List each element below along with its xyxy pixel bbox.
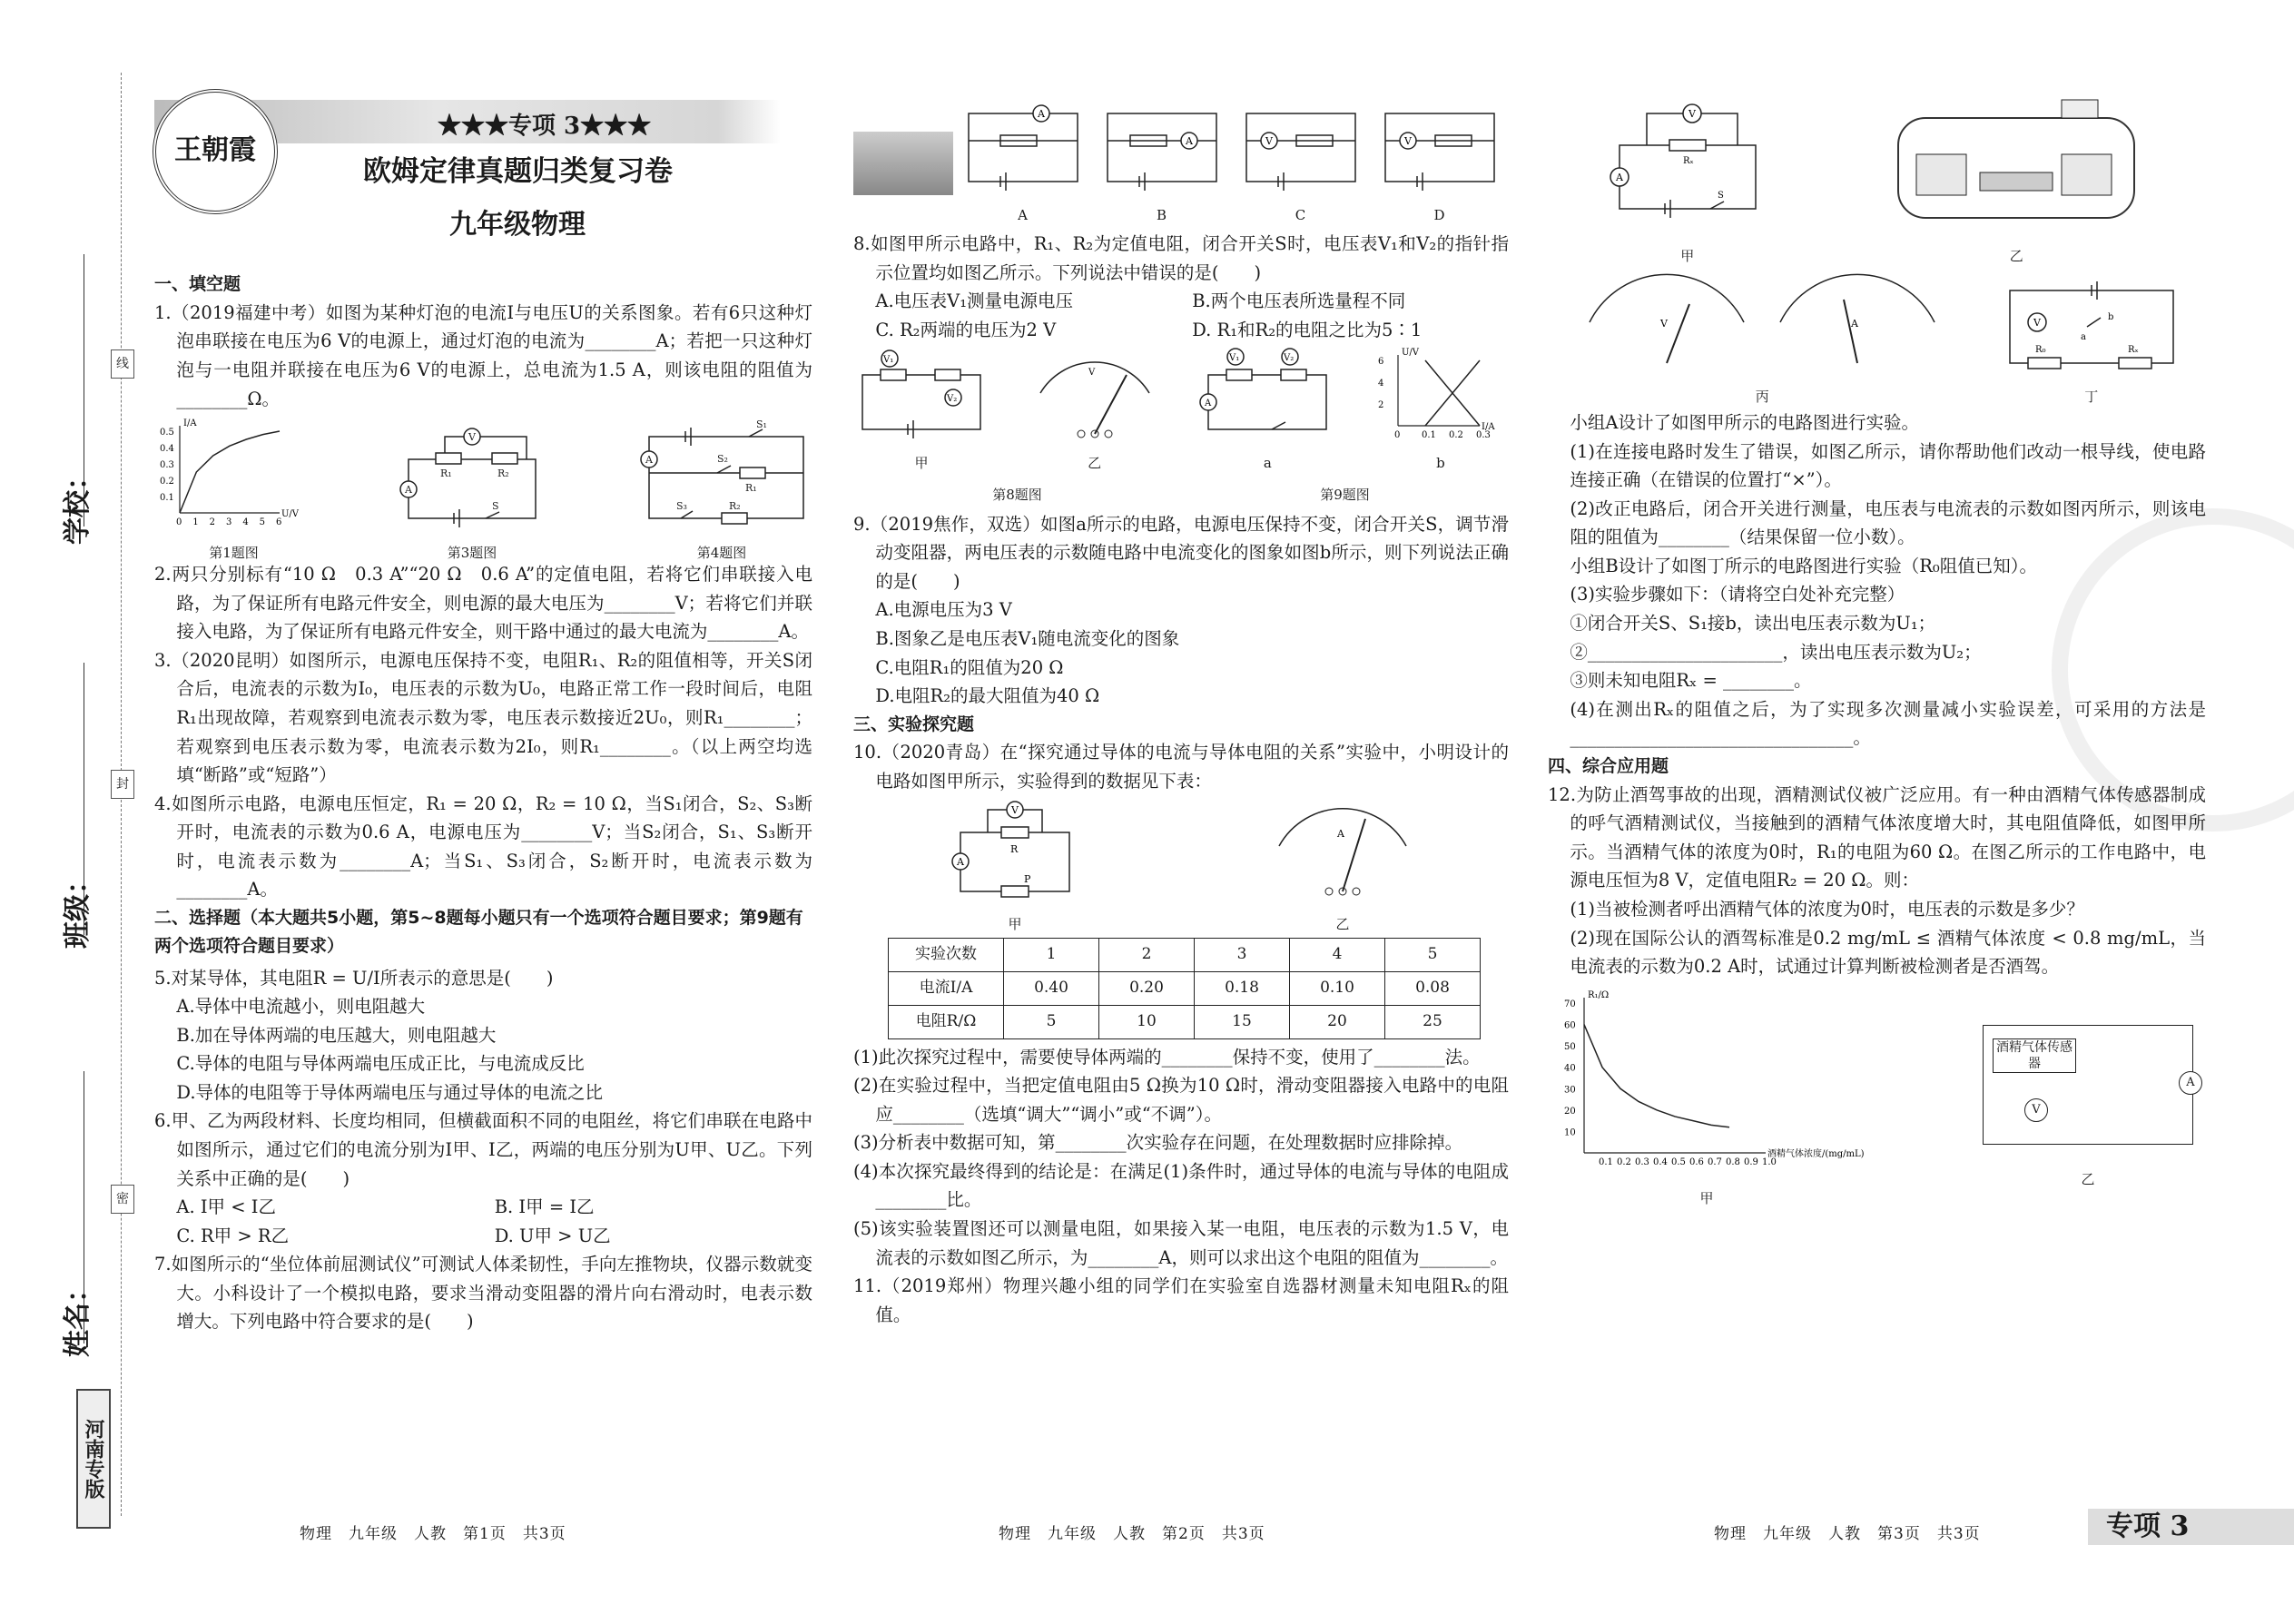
question-7: 7.如图所示的“坐位体前屈测试仪”可测试人体柔韧性，手向左推物块，仪器示数就变大。小科设计了一个模拟电路，要求当滑动变阻器的滑片向右滑动时，电表示数增大。下列电路中符合要求的是( ) [154,1254,812,1333]
figure-9-b-label: b [1436,454,1445,471]
y-tick-label: 2 [1377,400,1384,411]
figure-10-yi [1265,796,1420,932]
caption-4: 第4题图 [696,544,747,561]
ammeter-dial-10 [1265,796,1420,905]
x-tick-label: 3 [226,517,232,528]
svg-text:V: V [1088,368,1095,379]
table-row [889,938,1481,971]
figure-8-yi [1027,348,1163,484]
question-11: 11.（2019郑州）物理兴趣小组的同学们在实验室自选器材测量未知电阻Rₓ的阻值。 [853,1275,1509,1325]
voltmeter-dial-8 [1027,348,1163,443]
q7-figures [853,95,1509,222]
q5-option-a: A.导体中电流越小，则电阻越大 [176,996,426,1018]
table-cell: 0.40 [1004,971,1099,1005]
q12-figures [1548,989,2206,1210]
svg-text:V₂: V₂ [947,394,958,405]
column-1 [154,0,812,1624]
x-tick-label: 5 [259,517,266,528]
section-tag [2088,1509,2294,1545]
svg-text:R₂: R₂ [729,500,741,513]
sensor-label: 酒精气体传感器 [1993,1038,2076,1073]
table-cell: 0.10 [1290,971,1385,1005]
svg-text:Rₓ: Rₓ [1682,156,1694,166]
question-9: 9.（2019焦作，双选）如图a所示的电路，电源电压保持不变，闭合开关S，调节滑动变阻器，两电压表的示数随电路中电流变化的图象如图b所示，则下列说法正确的是( ) [853,513,1509,592]
caption-1: 第1题图 [209,544,259,561]
question-6: 6.甲、乙为两段材料、长度均相同，但横截面积不同的电阻丝，将它们串联在电路中如图所示，通过它们的电流分别为I甲、I乙，两端的电压分别为U甲、U乙。下列关系中正确的是( ) [154,1110,812,1189]
figure-1 [154,418,313,561]
svg-text:R₁: R₁ [745,482,757,495]
option-circuit-a [964,95,1082,226]
q8-q9-figures [853,348,1509,484]
figure-11-yi-label: 乙 [2009,247,2023,264]
svg-text:S: S [492,500,499,513]
table-row [889,971,1481,1005]
option-c-label: C [1295,206,1306,223]
x-tick-label: 0.2 [1617,1156,1631,1167]
y-tick-label: 30 [1564,1085,1576,1096]
edition-badge: 河南专版 [76,1389,111,1529]
q8-options-cd [853,316,1509,345]
svg-text:S₂: S₂ [717,453,728,466]
school-label: 学校： [62,463,94,545]
q12-part-1: (1)当被检测者呼出酒精气体的浓度为0时，电压表的示数是多少？ [1570,899,2084,920]
q11-part-4: (4)在测出Rₓ的阻值之后，为了实现多次测量减小实验误差，可采用的方法是________________________________。 [1570,698,2206,749]
figure-9-b [1373,348,1509,484]
figure-11-ding-label: 丁 [2084,388,2099,405]
uv-graph-9 [1373,348,1509,443]
q10-part-2: (2)在实验过程中，当把定值电阻由5 Ω换为10 Ω时，滑动变阻器接入电路中的电阻应________（选填“调大”“调小”或“不调”）。 [853,1075,1509,1125]
circuit-11-ding [2001,272,2182,377]
sensor-circuit [1983,1025,2193,1145]
q5-option-c: C.导体的电阻与导体两端电压成正比，与电流成反比 [176,1053,585,1075]
q10-figures [853,796,1509,932]
circuit-d [1381,95,1499,195]
x-tick-label: 0.2 [1448,430,1463,441]
q8-option-a: A.电压表V₁测量电源电压 [875,290,1074,312]
option-circuit-d [1381,95,1499,226]
svg-text:V: V [468,431,476,444]
y-tick-label: 0.1 [160,493,174,504]
q8-option-d: D. R₁和R₂的电阻之比为5∶1 [1192,319,1423,340]
svg-text:V: V [1403,135,1412,147]
x-tick-label: 0.8 [1726,1156,1740,1167]
question-1: 1.（2019福建中考）如图为某种灯泡的电流I与电压U的关系图象。若有6只这种灯泡串联接在电压为6 V的电源上，通过灯泡的电流为________A；若把一只这种灯泡与一电阻并联接在电压为6 V的电源上，总电流为1.5 A，则该电阻的阻值为________Ω。 [154,301,812,409]
y-axis-label: R₁/Ω [1588,989,1610,1000]
question-8: 8.如图甲所示电路中，R₁、R₂为定值电阻，闭合开关S时，电压表V₁和V₂的指针指示位置均如图乙所示。下列说法中错误的是( ) [853,233,1509,283]
x-tick-label: 0.6 [1689,1156,1704,1167]
question-4: 4.如图所示电路，电源电压恒定，R₁ = 20 Ω，R₂ = 10 Ω，当S₁闭合，S₂、S₃断开时，电流表的示数为0.6 A，电源电压为________V；当S₂闭合，S₁、S₃断开时，电流表示数为________A；当S₁、S₃闭合，S₂断开时，电流表示数为________A。 [154,792,812,901]
series-label: ★★★专项 3★★★ [438,113,652,140]
x-tick-label: 0.1 [1599,1156,1613,1167]
figure-3 [390,418,554,561]
svg-text:R₂: R₂ [497,468,509,480]
table-cell: 电流I/A [889,971,1004,1005]
q6-option-d: D. U甲 > U乙 [494,1225,611,1246]
figure-12-jia-label: 甲 [1699,1190,1714,1207]
q6-option-b: B. I甲 = I乙 [494,1196,595,1218]
column-3 [1548,0,2206,1624]
q9-option-a: A.电源电压为3 V [875,599,1012,621]
question-12: 12.为防止酒驾事故的出现，酒精测试仪被广泛应用。有一种由酒精气体传感器制成的呼气酒精测试仪，当接触到的酒精气体浓度增大时，其电阻值降低，如图甲所示。当酒精气体的浓度为0时，R₁的电阻为60 Ω。在图乙所示的工作电路中，电源电压恒为8 V，定值电阻R₂ = 20 Ω。则： [1548,783,2206,891]
figure-8-jia [853,348,989,484]
figure-10-jia [942,796,1088,932]
section-experiment: 三、实验探究题 [853,714,975,734]
y-tick-label: 0.4 [160,444,174,455]
q9-option-b: B.图象乙是电压表V₁随电流变化的图象 [875,627,1180,649]
table-cell: 电阻R/Ω [889,1005,1004,1038]
svg-text:V: V [1660,318,1669,330]
y-tick-label: 40 [1564,1063,1576,1074]
table-cell: 2 [1099,938,1195,971]
table-cell: 3 [1195,938,1290,971]
y-tick-label: 0.3 [160,460,174,471]
table-row [889,1005,1481,1038]
x-tick-label: 0.3 [1475,430,1491,441]
svg-text:V₁: V₁ [883,355,894,366]
q10-part-3: (3)分析表中数据可知，第________次实验存在问题，在处理数据时应排除掉。 [853,1132,1463,1154]
question-10: 10.（2020青岛）在“探究通过导体的电流与导体电阻的关系”实验中，小明设计的电路如图甲所示，实验得到的数据见下表： [853,742,1509,792]
q11-figures-bottom [1548,272,2206,408]
figure-12-yi [1970,1025,2206,1210]
svg-text:Rₓ: Rₓ [2127,345,2139,355]
svg-text:V₁: V₁ [1229,353,1240,364]
q8-option-c: C. R₂两端的电压为2 V [875,319,1057,340]
y-axis-label: U/V [1401,348,1419,359]
table-cell: 10 [1099,1005,1195,1038]
circuit-11-jia [1601,91,1774,236]
option-circuit-c [1242,95,1360,226]
q11-text-2: 小组B设计了如图丁所示的电路图进行实验（R₀阻值已知）。 [1570,555,2037,576]
figure-11-jia-label: 甲 [1680,247,1695,264]
footer-page-3: 物理 九年级 人教 第3页 共3页 [1714,1525,1981,1543]
q9-option-c: C.电阻R₁的阻值为20 Ω [875,656,1064,678]
svg-text:V: V [1011,803,1019,816]
y-tick-label: 60 [1564,1020,1576,1031]
svg-text:V: V [2033,317,2041,329]
q5-option-b: B.加在导体两端的电压越大，则电阻越大 [176,1024,497,1046]
figure-8-yi-label: 乙 [1088,454,1102,471]
figure-11-bing [1571,272,1953,408]
q8-option-b: B.两个电压表所选量程不同 [1192,290,1406,312]
circuit-3 [390,418,554,533]
q10-part-1: (1)此次探究过程中，需要使导体两端的________保持不变，使用了________法。 [853,1046,1481,1068]
x-tick-label: 6 [276,517,282,528]
table-cell: 0.08 [1385,971,1481,1005]
svg-text:A: A [957,855,964,868]
question-3: 3.（2020昆明）如图所示，电源电压保持不变，电阻R₁、R₂的阻值相等，开关S闭合后，电流表的示数为I₀，电压表的示数为U₀，电路正常工作一段时间后，电阻R₁出现故障，若观察到电流表示数为零，电压表示数接近2U₀，则R₁________；若观察到电压表示数为零，电流表示数为2I₀，则R₁________。（以上两空均选填“断路”或“短路”） [154,649,812,786]
x-tick-label: 0 [176,517,182,528]
q11-figures-top [1548,91,2206,281]
circuit-9 [1199,348,1335,443]
q11-step-1: ①闭合开关S、S₁接b，读出电压表示数为U₁； [1570,613,1936,635]
svg-text:A: A [405,484,412,497]
section-choice: 二、选择题（本大题共5小题，第5~8题每小题只有一个选项符合题目要求；第9题有两个选项符合题目要求） [154,908,803,956]
svg-text:A: A [645,454,653,467]
section-application: 四、综合应用题 [1548,755,1669,776]
circuit-8 [853,348,989,443]
svg-text:V: V [1265,135,1273,147]
x-tick-label: 0.1 [1421,430,1436,441]
y-tick-label: 10 [1564,1127,1576,1138]
svg-text:S₁: S₁ [756,418,767,431]
x-axis-label: 酒精气体浓度/(mg/mL) [1767,1148,1865,1159]
y-tick-label: 20 [1564,1106,1576,1117]
svg-text:V: V [1688,108,1696,120]
table-cell: 5 [1385,938,1481,971]
x-tick-label: 0.4 [1653,1156,1668,1167]
q5-option-d: D.导体的电阻等于导体两端电压与通过导体的电流之比 [176,1081,604,1103]
series-line [1584,1024,1729,1127]
y-tick-label: 4 [1377,379,1384,389]
figure-11-yi [1880,91,2152,281]
y-tick-label: 0.2 [160,477,174,487]
circuit-b [1103,95,1221,195]
q6-option-c: C. R甲 > R乙 [176,1225,290,1246]
logo-text: 王朝霞 [174,134,256,166]
meter-dials-11 [1571,272,1953,377]
option-a-label: A [1018,206,1028,223]
caption-8: 第8题图 [992,487,1042,504]
caption-9: 第9题图 [1320,487,1370,504]
q6-options-cd [154,1222,812,1251]
page-title: 欧姆定律真题归类复习卷 [363,155,673,188]
svg-text:A: A [1185,135,1193,147]
x-tick-label: 4 [242,517,249,528]
figure-9-a-label: a [1263,454,1272,471]
x-tick-label: 0.7 [1708,1156,1722,1167]
figure-4 [631,418,812,561]
x-axis-label: U/V [281,509,300,520]
footer-page-1: 物理 九年级 人教 第1页 共3页 [300,1525,566,1543]
figure-11-bing-label: 丙 [1755,388,1769,405]
flexibility-tester-photo [853,132,953,195]
svg-text:S: S [1717,191,1724,201]
q11-step-2: ②______________________，读出电压表示数为U₂； [1570,641,1982,663]
table-cell: 4 [1290,938,1385,971]
figure-10-jia-label: 甲 [1008,916,1022,933]
q6-option-a: A. I甲 < I乙 [176,1196,276,1218]
x-tick-label: 0.3 [1635,1156,1649,1167]
circuit-a [964,95,1082,195]
figure-8-jia-label: 甲 [914,454,929,471]
question-2: 2.两只分别标有“10 Ω 0.3 A”“20 Ω 0.6 A”的定值电阻，若将它们串联接入电路，为了保证所有电路元件安全，则电源的最大电压为________V；若将它们并联接入电路，为了保证所有电路元件安全，则干路中通过的最大电流为________A。 [154,564,812,643]
caption-3: 第3题图 [447,544,497,561]
figure-11-jia [1601,91,1774,281]
q8-options-ab [853,287,1509,316]
option-b-label: B [1156,206,1167,223]
svg-text:R₀: R₀ [2034,345,2046,355]
y-tick-label: 0.5 [160,428,174,438]
svg-text:b: b [2107,312,2114,322]
circuit-4 [631,418,812,533]
figure-12-yi-label: 乙 [2081,1170,2095,1187]
option-d-label: D [1433,206,1445,223]
y-axis-label: I/A [183,418,197,429]
seal-box-xian: 线 [111,349,134,379]
binding-margin [0,0,154,1624]
r1-concentration-graph [1548,989,1866,1179]
iu-graph [154,418,313,533]
svg-text:S₃: S₃ [676,500,687,513]
svg-text:A: A [1037,108,1045,120]
q11-step-3: ③则未知电阻Rₓ = ________。 [1570,670,1812,692]
svg-text:R: R [1010,842,1019,855]
ammeter-icon: A [2179,1071,2202,1095]
figure-9-a [1199,348,1335,484]
section-fill-blank: 一、填空题 [154,274,241,294]
name-label: 姓名： [62,1275,94,1357]
seal-box-feng: 封 [111,770,134,799]
option-circuit-b [1103,95,1221,226]
column-2 [853,0,1509,1624]
svg-text:V₂: V₂ [1284,353,1295,364]
table-cell: 0.18 [1195,971,1290,1005]
x-axis-label: I/A [1481,422,1495,433]
table-cell: 0.20 [1099,971,1195,1005]
data-table [888,938,1481,1039]
q6-options-ab [154,1193,812,1222]
q1-q3-q4-figures [154,418,812,561]
q8-q9-captions [853,484,1509,506]
x-tick-label: 0.5 [1671,1156,1686,1167]
svg-text:R₁: R₁ [440,468,452,480]
q11-text-1: 小组A设计了如图甲所示的电路图进行实验。 [1570,412,1919,433]
x-tick-label: 0.9 [1744,1156,1758,1167]
svg-text:A: A [1615,172,1623,183]
footer-page-2: 物理 九年级 人教 第2页 共3页 [999,1525,1265,1543]
q12-part-2: (2)现在国际公认的酒驾标准是0.2 mg/mL ≤ 酒精气体浓度 < 0.8 mg/mL，当电流表的示数为0.2 A时，试通过计算判断被检测者是否酒驾。 [1570,927,2206,978]
q11-part-1: (1)在连接电路时发生了错误，如图乙所示，请你帮助他们改动一根导线，使电路连接正确（在错误的位置打“×”）。 [1570,440,2206,491]
table-cell: 1 [1004,938,1099,971]
x-tick-label: 0 [1393,430,1401,441]
circuit-10 [942,796,1088,905]
q10-part-4: (4)本次探究最终得到的结论是：在满足(1)条件时，通过导体的电流与导体的电阻成________比。 [853,1160,1509,1211]
question-5: 5.对某导体，其电阻R = U/I所表示的意思是( ) [154,967,554,989]
figure-10-yi-label: 乙 [1335,916,1350,933]
table-cell: 实验次数 [889,938,1004,971]
wiring-photo-11 [1880,91,2152,236]
table-cell: 5 [1004,1005,1099,1038]
q10-part-5: (5)该实验装置图还可以测量电阻，如果接入某一电阻，电压表的示数为1.5 V，电流表的示数如图乙所示，为________A，则可以求出这个电阻的阻值为________。 [853,1218,1509,1268]
svg-text:A: A [1205,399,1212,409]
circuit-c [1242,95,1360,195]
x-tick-label: 1 [192,517,199,528]
voltmeter-icon: V [2024,1098,2048,1122]
figure-11-ding [2001,272,2182,408]
series-line [180,431,280,513]
svg-text:P: P [1024,872,1031,885]
table-cell: 20 [1290,1005,1385,1038]
class-label: 班级： [62,867,94,949]
section-tag-text: 专项 3 [2106,1511,2190,1542]
svg-text:A: A [1851,318,1859,330]
figure-12-jia [1548,989,1866,1210]
y-tick-label: 50 [1564,1041,1576,1052]
x-tick-label: 1.0 [1762,1156,1777,1167]
y-tick-label: 6 [1377,357,1384,368]
svg-text:A: A [1337,827,1344,840]
y-tick-label: 70 [1564,999,1576,1009]
table-cell: 25 [1385,1005,1481,1038]
table-cell: 15 [1195,1005,1290,1038]
seal-box-mi: 密 [111,1185,134,1214]
q11-part-3: (3)实验步骤如下：（请将空白处补充完整） [1570,584,1905,605]
page-subtitle: 九年级物理 [449,209,586,241]
x-tick-label: 2 [209,517,216,528]
q11-part-2: (2)改正电路后，闭合开关进行测量，电压表与电流表的示数如图丙所示，则该电阻的阻值为________（结果保留一位小数）。 [1570,497,2206,548]
svg-text:a: a [2080,332,2086,342]
q9-option-d: D.电阻R₂的最大阻值为40 Ω [875,685,1100,707]
